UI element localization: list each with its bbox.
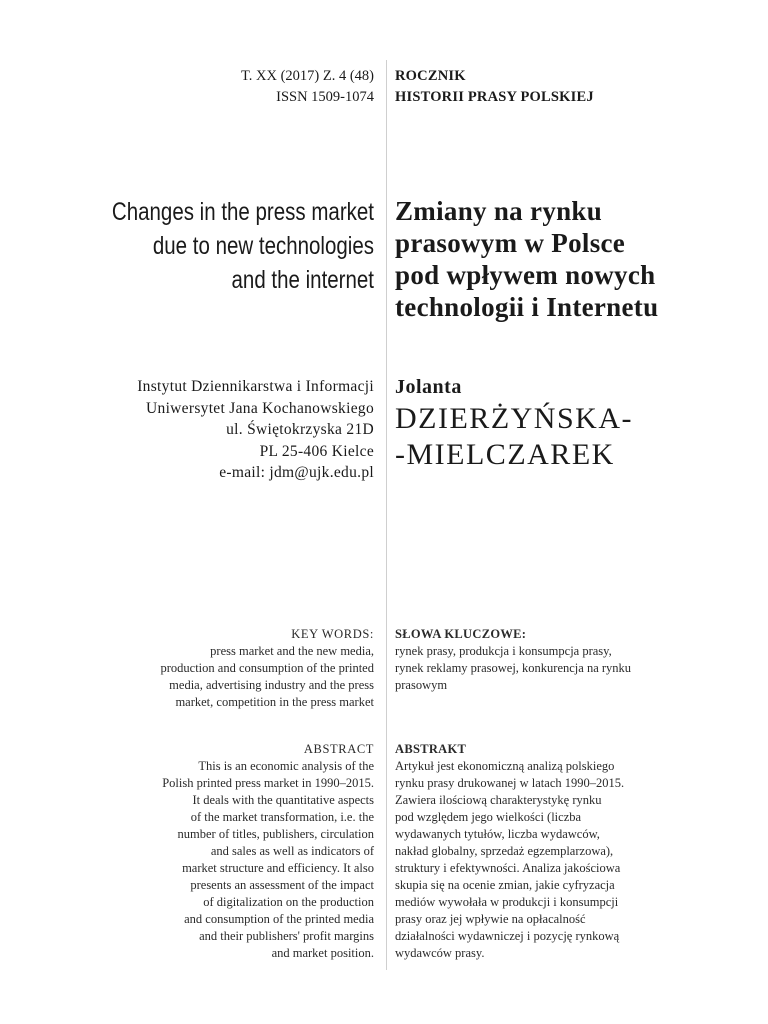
abstract-polish — [395, 741, 695, 962]
abstract-en-line: market structure and efficiency. It also — [182, 861, 374, 875]
volume-info — [40, 66, 374, 108]
keywords-pl-line: prasowym — [395, 678, 448, 692]
abstract-pl-line: wydawanych tytułów, liczba wydawców, — [395, 827, 600, 841]
keywords-en-line: press market and the new media, — [210, 644, 374, 658]
abstract-en-line: of the market transformation, i.e. the — [190, 810, 374, 824]
issn-line: ISSN 1509-1074 — [276, 89, 374, 105]
abstract-pl-line: nakład globalny, sprzedaż egzemplarzowa), — [395, 844, 614, 858]
keywords-en-line: market, competition in the press market — [175, 695, 374, 709]
abstract-pl-line: rynku prasy drukowanej w latach 1990–2015. — [395, 776, 625, 790]
title-pl-line: pod wpływem nowych — [395, 260, 656, 290]
abstract-pl-line: Zawiera ilościową charakterystykę rynku — [395, 793, 602, 807]
title-pl-line: Zmiany na rynku — [395, 196, 603, 226]
abstract-pl-line: działalności wydawniczej i pozycję rynkową — [395, 929, 620, 943]
volume-line: T. XX (2017) Z. 4 (48) — [240, 68, 374, 84]
abstract-en-line: and market position. — [271, 946, 374, 960]
keywords-pl-label: SŁOWA KLUCZOWE: — [395, 627, 527, 641]
title-en-line: Changes in the press market — [111, 198, 374, 226]
title-polish — [395, 195, 735, 323]
author-last-name-line2: -MIELCZAREK — [395, 438, 615, 471]
journal-name-line2: HISTORII PRASY POLSKIEJ — [395, 89, 594, 105]
abstract-en-line: and sales as well as indicators of — [210, 844, 374, 858]
abstract-pl-line: struktury i efektywności. Analiza jakościowa — [395, 861, 621, 875]
abstract-en-line: presents an assessment of the impact — [190, 878, 374, 892]
title-pl-line: prasowym w Polsce — [395, 228, 626, 258]
affiliation-line: Uniwersytet Jana Kochanowskiego — [146, 399, 374, 417]
author-email: e-mail: jdm@ujk.edu.pl — [219, 464, 374, 481]
keywords-polish — [395, 626, 665, 694]
keywords-pl-line: rynek reklamy prasowej, konkurencja na rynku — [395, 661, 632, 675]
abstract-pl-line: pod względem jego wielkości (liczba — [395, 810, 582, 824]
author-affiliation — [40, 376, 374, 484]
column-divider — [386, 60, 387, 970]
abstract-en-line: This is an economic analysis of the — [198, 759, 374, 773]
abstract-en-line: Polish printed press market in 1990–2015. — [162, 776, 374, 790]
abstract-en-label: ABSTRACT — [303, 742, 374, 756]
author-first-name: Jolanta — [395, 376, 462, 398]
abstract-pl-line: Artykuł jest ekonomiczną analizą polskiego — [395, 759, 615, 773]
abstract-pl-label: ABSTRAKT — [395, 742, 467, 756]
title-en-line: due to new technologies — [152, 232, 374, 260]
affiliation-line: PL 25-406 Kielce — [259, 442, 374, 460]
abstract-pl-line: prasy oraz jej wpływie na opłacalność — [395, 912, 586, 926]
abstract-pl-line: mediów wywołała w produkcji i konsumpcji — [395, 895, 619, 909]
keywords-en-line: media, advertising industry and the press — [169, 678, 374, 692]
keywords-en-label: KEY WORDS: — [291, 627, 374, 641]
author-name — [395, 374, 735, 472]
title-en-line: and the internet — [231, 266, 374, 294]
abstract-en-line: and consumption of the printed media — [184, 912, 374, 926]
keywords-en-line: production and consumption of the printed — [160, 661, 374, 675]
abstract-en-line: number of titles, publishers, circulation — [177, 827, 374, 841]
abstract-pl-line: wydawców prasy. — [395, 946, 485, 960]
journal-name — [395, 66, 735, 108]
keywords-english — [40, 626, 374, 711]
abstract-pl-line: skupia się na ocenie zmian, jakie cyfryzacja — [395, 878, 615, 892]
affiliation-line: ul. Świętokrzyska 21D — [226, 421, 374, 438]
affiliation-line: Instytut Dziennikarstwa i Informacji — [137, 378, 374, 395]
keywords-pl-line: rynek prasy, produkcja i konsumpcja prasy, — [395, 644, 612, 658]
title-english — [40, 195, 374, 297]
abstract-english — [40, 741, 374, 962]
journal-name-line1: ROCZNIK — [395, 68, 466, 84]
abstract-en-line: It deals with the quantitative aspects — [192, 793, 374, 807]
abstract-en-line: of digitalization on the production — [203, 895, 374, 909]
title-pl-line: technologii i Internetu — [395, 292, 659, 322]
abstract-en-line: and their publishers' profit margins — [199, 929, 374, 943]
author-last-name-line1: DZIERŻYŃSKA- — [395, 402, 633, 435]
